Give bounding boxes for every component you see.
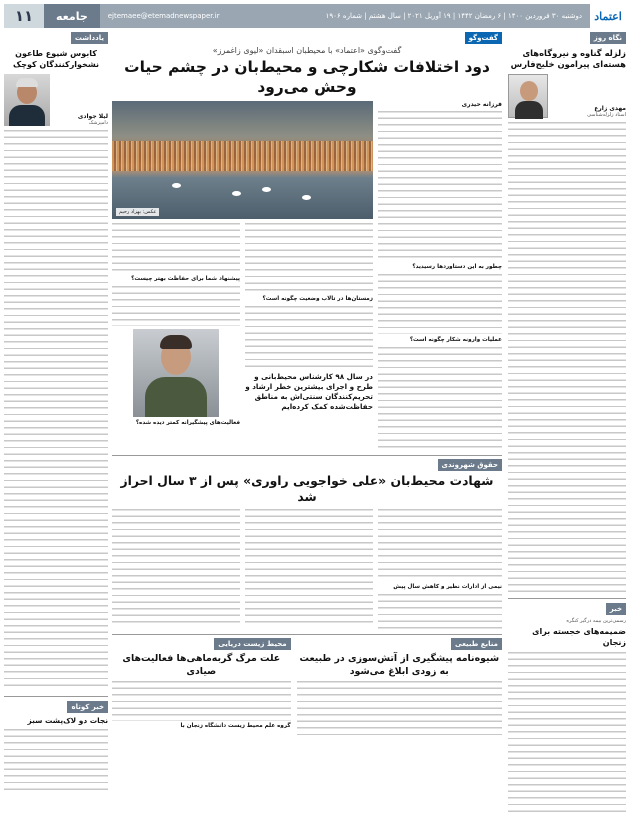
interview-body-1 xyxy=(378,111,502,261)
section-email[interactable]: ejtemaee@etemadnewspaper.ir xyxy=(107,12,220,20)
martyr-body-2 xyxy=(378,594,502,630)
newspaper-logo: اعتماد xyxy=(594,9,622,23)
author-title: استاد زلزله‌شناسی xyxy=(587,112,626,118)
question-4: پیشنهاد شما برای حفاظت بهتر چیست؟ xyxy=(131,276,240,282)
author-name: مهدی زارع xyxy=(594,105,626,112)
subhead-b: گروه علم محیط زیست دانشگاه زنجان با xyxy=(180,723,291,729)
pull-quote: در سال ۹۸ کارشناس محیط‌بانی و طرح و اجرای بیشترین خطر ارشاد و تحریم‌کنندگان سنتی‌اش به مناطق حفاظت‌شده کمک کرده‌ایم xyxy=(245,372,373,411)
question-2: عملیات وارونه شکار چگونه است؟ xyxy=(409,337,502,343)
interview-body-3 xyxy=(378,347,502,451)
section-name: جامعه xyxy=(44,4,100,28)
subhead-a: نیمی از ادارات نظیر و کاهش سال پیش xyxy=(393,584,502,590)
question-3: زمستان‌ها در تالاب وضعیت چگونه است؟ xyxy=(262,296,373,302)
interview-tag: گفت‌وگو xyxy=(465,32,502,44)
martyr-body-4 xyxy=(112,509,240,627)
resources-tag: منابع طبیعی xyxy=(451,638,502,650)
question-5: فعالیت‌های پیشگیرانه کمتر دیده شده؟ xyxy=(135,420,240,426)
marine-tag: محیط زیست دریایی xyxy=(214,638,290,650)
note-author-title: دامپزشک xyxy=(88,120,108,126)
martyr-body-1 xyxy=(378,509,502,581)
interview-body-7 xyxy=(112,286,240,326)
interview-body-2 xyxy=(378,274,502,334)
interview-body-4 xyxy=(245,223,373,293)
rights-tag: حقوق شهروندی xyxy=(438,459,502,471)
main-column xyxy=(112,32,502,816)
brief-tag: خبر کوتاه xyxy=(67,701,108,713)
section-tag: نگاه روز xyxy=(590,32,626,44)
news-kicker: رسمی‌ترین بیمه درگیر کنگره xyxy=(566,618,626,624)
brief-headline: نجات دو لاک‌پشت سبز xyxy=(27,716,108,725)
note-tag: یادداشت xyxy=(71,32,108,44)
news-body xyxy=(508,652,626,816)
martyr-headline: شهادت محیط‌بان «علی خواجویی راوری» پس از ۳ سال احراز شد xyxy=(120,473,494,504)
byline: فرزانه حیدری xyxy=(461,101,502,108)
note-headline: کابوس شیوع طاعون نشخوارکنندگان کوچک xyxy=(13,49,99,69)
left-column xyxy=(4,32,108,816)
interview-body-5 xyxy=(245,306,373,368)
interview-body-6 xyxy=(112,223,240,273)
fire-headline: شیوه‌نامه پیشگیری از آتش‌سوزی در طبیعت به زودی ابلاغ می‌شود xyxy=(299,653,500,677)
author-photo xyxy=(508,74,548,118)
photo-credit: عکس: بهزاد رحیم xyxy=(116,208,159,216)
header-bar xyxy=(100,4,590,28)
catfish-body xyxy=(112,681,291,721)
interview-kicker: گفت‌وگوی «اعتماد» با محیطبان اسبقدان «لیوی زاغمرز» xyxy=(212,46,402,55)
ranger-portrait xyxy=(133,329,219,417)
news-headline: ضمیمه‌های خجسته برای زنجان xyxy=(532,627,626,647)
note-body xyxy=(4,130,108,690)
fire-body xyxy=(297,681,502,739)
page-header xyxy=(4,4,626,28)
catfish-headline: علت مرگ گربه‌ماهی‌ها فعالیت‌های صیادی xyxy=(122,653,281,677)
martyr-body-3 xyxy=(245,509,373,627)
interview-headline: دود اختلافات شکارچی و محیط‌بان در چشم حیات وحش می‌رود xyxy=(124,58,490,96)
article-headline: زلزله گناوه و نیروگاه‌های هسته‌ای پیرامون خلیج‌فارس xyxy=(510,48,626,69)
question-1: چطور به این دستاوردها رسیدید؟ xyxy=(412,264,502,270)
page-number: ۱۱ xyxy=(4,4,44,28)
brief-body xyxy=(4,729,108,793)
note-author: لیلا جوادی xyxy=(77,113,108,120)
news-tag: خبر xyxy=(606,603,626,615)
lake-photo xyxy=(112,101,373,219)
note-author-photo xyxy=(4,74,50,126)
right-column xyxy=(508,32,626,816)
dateline: دوشنبه ۳۰ فروردین ۱۴۰۰ | ۶ رمضان ۱۴۴۲ | ۱۹ آوریل ۲۰۲۱ | سال هشتم | شماره ۱۹۰۶ xyxy=(325,12,582,20)
article-body xyxy=(508,122,626,592)
